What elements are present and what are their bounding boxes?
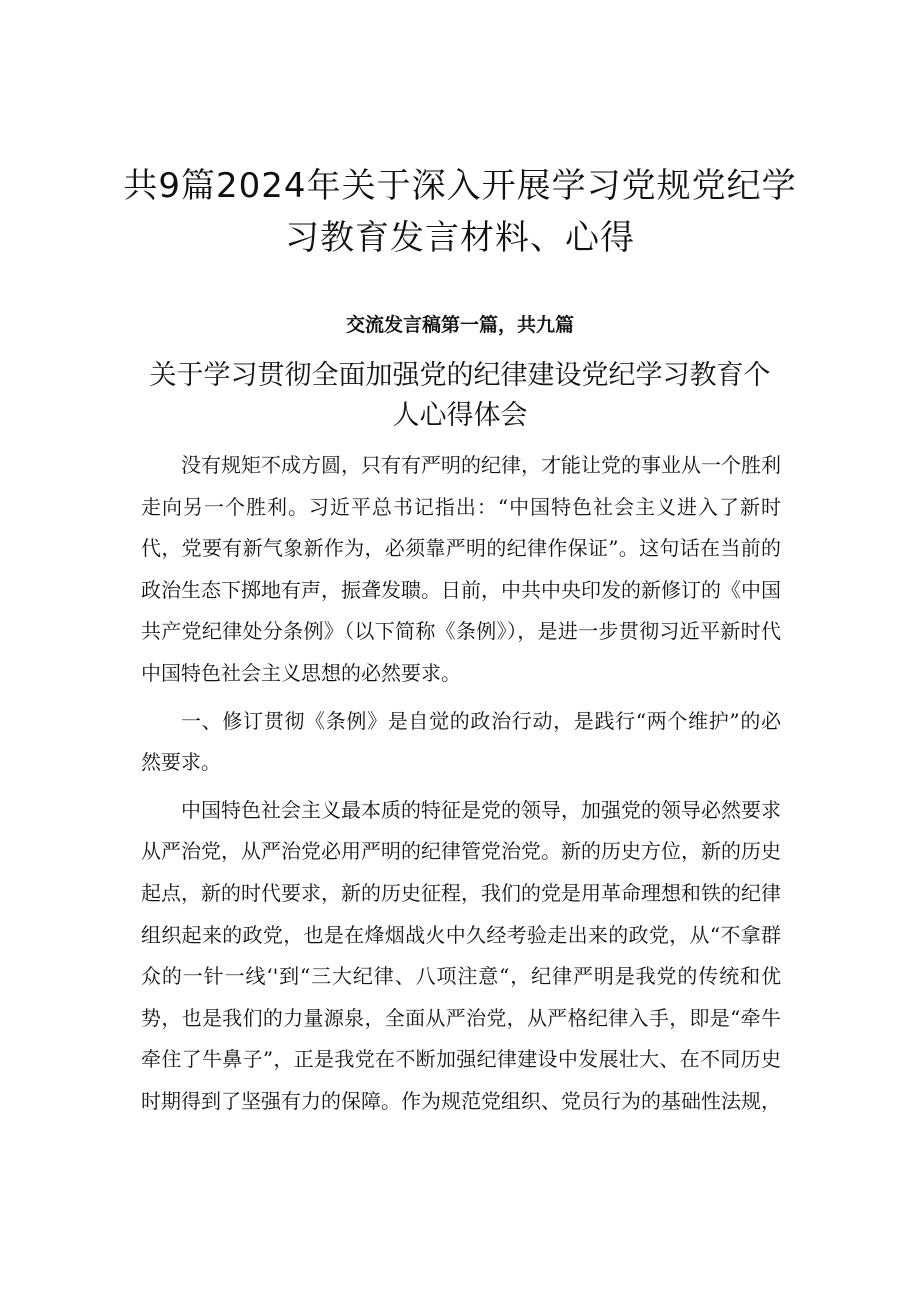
series-label: 交流发言稿第一篇，共九篇	[345, 314, 574, 336]
body-paragraph: 没有规矩不成方圆，只有有严明的纪律，才能让党的事业从一个胜利走向另一个胜利。习近平总书记指出：“中国特色社会主义进入了新时代，党要有新气象新作为，必须靠严明的纪律作保证”。这句话在当前的政治生态下掷地有声，振聋发聩。日前，中共中央印发的新修订的《中国共产党纪律处分条例》（以下简称《条例》），是进一步贯彻习近平新时代中国特色社会主义思想的必然要求。	[141, 453, 781, 685]
document-main-title: 共9篇2024年关于深入开展学习党规党纪学习教育发言材料、心得	[123, 166, 797, 258]
body-paragraph: 中国特色社会主义最本质的特征是党的领导，加强党的领导必然要求从严治党，从严治党必用严明的纪律管党治党。新的历史方位，新的历史起点，新的时代要求，新的历史征程，我们的党是用革命理想和铁的纪律组织起来的政党，也是在烽烟战火中久经考验走出来的政党，从“不拿群众的一针一线‘'到“三大纪律、八项注意“，纪律严明是我党的传统和优势，也是我们的力量源泉，全面从严治党，从严格纪律入手，即是“牵牛牵住了牛鼻子”，正是我党在不断加强纪律建设中发展壮大、在不同历史时期得到了坚强有力的保障。作为规范党组织、党员行为的基础性法规，	[141, 797, 781, 1113]
article-body	[141, 445, 781, 1123]
section-heading: 一、修订贯彻《条例》是自觉的政治行动，是践行“两个维护”的必然要求。	[141, 708, 781, 775]
article-title: 关于学习贯彻全面加强党的纪律建设党纪学习教育个人心得体会	[149, 360, 771, 431]
